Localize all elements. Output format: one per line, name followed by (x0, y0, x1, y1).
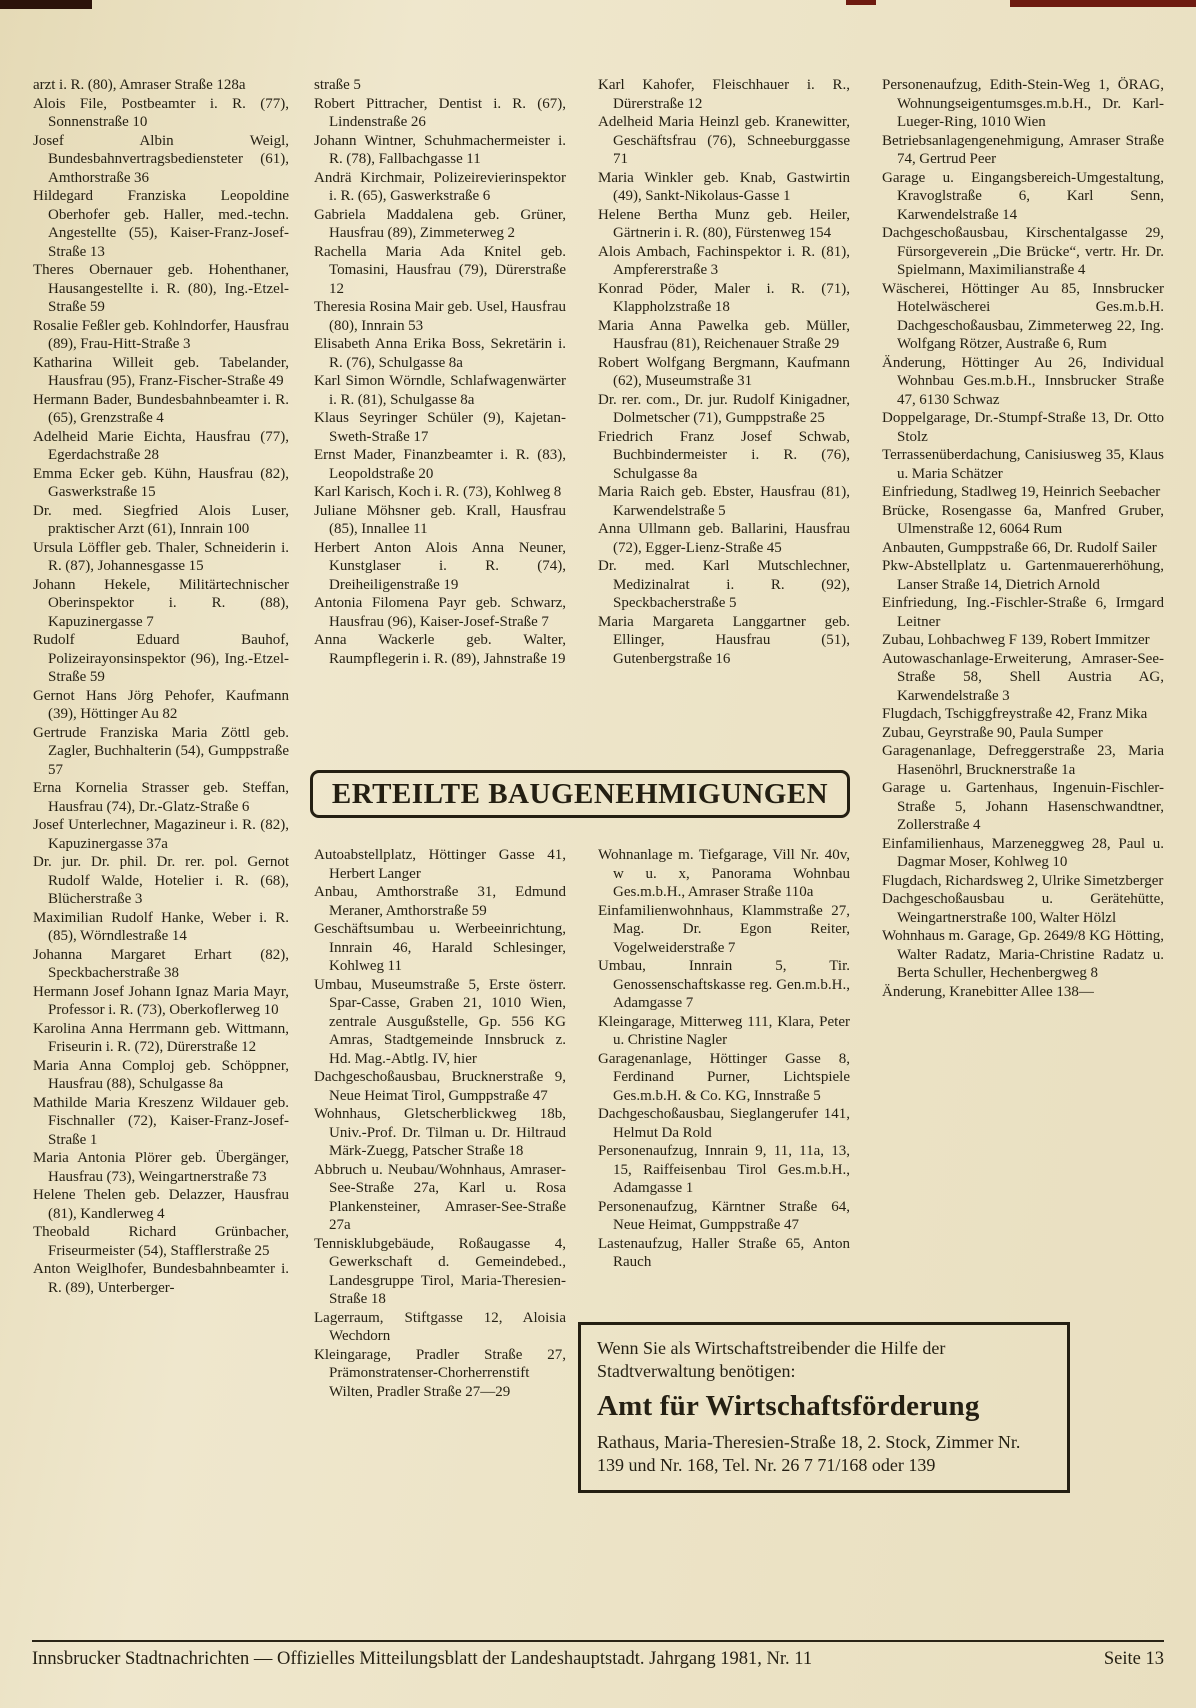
entry: Maria Raich geb. Ebster, Hausfrau (81), Karwendelstraße 5 (598, 484, 850, 519)
entry: Abbruch u. Neubau/Wohnhaus, Amraser-See-Straße 27a, Karl u. Rosa Plankensteiner, Amraser-See-Straße 27a (314, 1161, 566, 1233)
entry: Konrad Pöder, Maler i. R. (71), Klappholzstraße 18 (598, 280, 850, 315)
entry: Maria Margareta Langgartner geb. Ellinger, Hausfrau (51), Gutenbergstraße 16 (598, 613, 850, 667)
entry: Andrä Kirchmair, Polizeirevierinspektor i. R. (65), Gaswerkstraße 6 (314, 169, 566, 204)
entry: Doppelgarage, Dr.-Stumpf-Straße 13, Dr. Otto Stolz (882, 410, 1164, 445)
column-3-persons (598, 76, 850, 668)
entry: Adelheid Marie Eichta, Hausfrau (77), Egerdachstraße 28 (33, 428, 289, 463)
scan-artifact (846, 0, 876, 5)
entry: Dachgeschoßausbau, Kirschentalgasse 29, Fürsorgeverein „Die Brücke“, vertr. Hr. Dr. Spielmann, Maximilianstraße 4 (882, 225, 1164, 278)
entry: Einfamilienhaus, Marzeneggweg 28, Paul u. Dagmar Moser, Kohlweg 10 (882, 835, 1164, 870)
entry: Flugdach, Richardsweg 2, Ulrike Simetzberger (882, 872, 1164, 889)
entry: Theobald Richard Grünbacher, Friseurmeister (54), Stafflerstraße 25 (33, 1224, 289, 1259)
entry: Josef Albin Weigl, Bundesbahnvertragsbediensteter (61), Amthorstraße 36 (33, 132, 289, 186)
entry: Personenaufzug, Kärntner Straße 64, Neue Heimat, Gumppstraße 47 (598, 1198, 850, 1233)
entry: Klaus Seyringer Schüler (9), Kajetan-Sweth-Straße 17 (314, 410, 566, 445)
column-2-persons (314, 76, 566, 668)
entry: Umbau, Innrain 5, Tir. Genossenschaftskasse reg. Gen.m.b.H., Adamgasse 7 (598, 958, 850, 1011)
entry: Gabriela Maddalena geb. Grüner, Hausfrau (89), Zimmeterweg 2 (314, 206, 566, 241)
entry: Gertrude Franziska Maria Zöttl geb. Zagler, Buchhalterin (54), Gumppstraße 57 (33, 724, 289, 778)
permits-heading: ERTEILTE BAUGENEHMIGUNGEN (331, 777, 829, 810)
entry: Garage u. Gartenhaus, Ingenuin-Fischler-Straße 5, Johann Hasenschwandtner, Zollerstraße 4 (882, 780, 1164, 833)
entry: Dachgeschoßausbau, Brucknerstraße 9, Neue Heimat Tirol, Gumppstraße 47 (314, 1069, 566, 1104)
entry: Helene Thelen geb. Delazzer, Hausfrau (81), Kandlerweg 4 (33, 1187, 289, 1222)
column-2-permits (314, 846, 566, 1401)
entry: Dr. rer. com., Dr. jur. Rudolf Kinigadner, Dolmetscher (71), Gumppstraße 25 (598, 391, 850, 426)
entry: Personenaufzug, Innrain 9, 11, 11a, 13, 15, Raiffeisenbau Tirol Ges.m.b.H., Adamgasse 1 (598, 1143, 850, 1196)
entry: Geschäftsumbau u. Werbeeinrichtung, Innrain 46, Harald Schlesinger, Kohlweg 11 (314, 921, 566, 974)
entry: Maria Anna Comploj geb. Schöppner, Hausfrau (88), Schulgasse 8a (33, 1057, 289, 1092)
entry: Maria Antonia Plörer geb. Übergänger, Hausfrau (73), Weingartnerstraße 73 (33, 1150, 289, 1185)
entry: Friedrich Franz Josef Schwab, Buchbindermeister i. R. (76), Schulgasse 8a (598, 428, 850, 482)
column-1-persons (33, 76, 289, 1297)
footer-right: Seite 13 (1103, 1649, 1164, 1669)
entry: Autowaschanlage-Erweiterung, Amraser-See-Straße 58, Shell Austria AG, Karwendelstraße 3 (882, 650, 1164, 704)
entry: Autoabstellplatz, Höttinger Gasse 41, Herbert Langer (314, 847, 566, 882)
entry: Karolina Anna Herrmann geb. Wittmann, Friseurin i. R. (72), Dürerstraße 12 (33, 1020, 289, 1055)
entry: Lagerraum, Stiftgasse 12, Aloisia Wechdorn (314, 1309, 566, 1344)
entry: Flugdach, Tschiggfreystraße 42, Franz Mika (882, 706, 1148, 722)
entry: Einfriedung, Stadlweg 19, Heinrich Seebacher (882, 484, 1161, 500)
entry: Helene Bertha Munz geb. Heiler, Gärtnerin i. R. (80), Fürstenweg 154 (598, 206, 850, 241)
entry: Hildegard Franziska Leopoldine Oberhofer geb. Haller, med.-techn. Angestellte (55), Kaiser-Franz-Josef-Straße 13 (33, 188, 289, 260)
entry: Katharina Willeit geb. Tabelander, Hausfrau (95), Franz-Fischer-Straße 49 (33, 354, 289, 389)
entry: Anna Ullmann geb. Ballarini, Hausfrau (72), Egger-Lienz-Straße 45 (598, 521, 850, 556)
entry: Juliane Möhsner geb. Krall, Hausfrau (85), Innallee 11 (314, 502, 566, 537)
entry: Zubau, Geyrstraße 90, Paula Sumper (882, 724, 1103, 741)
notice-box (578, 1322, 1070, 1493)
entry: Robert Wolfgang Bergmann, Kaufmann (62), Museumstraße 31 (598, 354, 850, 389)
entry: arzt i. R. (80), Amraser Straße 128a (33, 77, 246, 93)
entry: Ernst Mader, Finanzbeamter i. R. (83), Leopoldstraße 20 (314, 447, 566, 482)
entry: Garage u. Eingangsbereich-Umgestaltung, Kravoglstraße 6, Karl Senn, Karwendelstraße 14 (882, 169, 1164, 223)
entry: Adelheid Maria Heinzl geb. Kranewitter, Geschäftsfrau (76), Schneeburggasse 71 (598, 114, 850, 167)
entry: Dr. med. Karl Mutschlechner, Medizinalrat i. R. (92), Speckbacherstraße 5 (598, 558, 850, 611)
entry: Karl Kahofer, Fleischhauer i. R., Dürerstraße 12 (598, 77, 850, 112)
entry: Johann Hekele, Militärtechnischer Oberinspektor i. R. (88), Kapuzinergasse 7 (33, 576, 289, 630)
entry: Anna Wackerle geb. Walter, Raumpflegerin i. R. (89), Jahnstraße 19 (314, 632, 566, 667)
entry: Personenaufzug, Edith-Stein-Weg 1, ÖRAG, Wohnungseigentumsges.m.b.H., Dr. Karl-Lueger-Ring, 1010 Wien (882, 77, 1164, 130)
notice-title: Amt für Wirtschaftsförderung (597, 1390, 980, 1422)
entry: Wäscherei, Höttinger Au 85, Innsbrucker Hotelwäscherei Ges.m.b.H. Dachgeschoßausbau, Zimmeterweg 22, Ing. Wolfgang Rötzer, Austraße 6, Rum (882, 280, 1164, 352)
entry: Anbauten, Gumppstraße 66, Dr. Rudolf Sailer (882, 539, 1157, 556)
entry: Rachella Maria Ada Knitel geb. Tomasini, Hausfrau (79), Dürerstraße 12 (314, 243, 566, 297)
entry: Mathilde Maria Kreszenz Wildauer geb. Fischnaller (72), Kaiser-Franz-Josef-Straße 1 (33, 1094, 289, 1148)
entry: Alois Ambach, Fachinspektor i. R. (81), Ampfererstraße 3 (598, 243, 850, 278)
entry: Dr. med. Siegfried Alois Luser, praktischer Arzt (61), Innrain 100 (33, 502, 289, 537)
entry: Erna Kornelia Strasser geb. Steffan, Hausfrau (74), Dr.-Glatz-Straße 6 (33, 780, 289, 815)
entry: Johann Wintner, Schuhmachermeister i. R. (78), Fallbachgasse 11 (314, 132, 566, 167)
entry: Maria Anna Pawelka geb. Müller, Hausfrau (81), Reichenauer Straße 29 (598, 317, 850, 352)
entry: Antonia Filomena Payr geb. Schwarz, Hausfrau (96), Kaiser-Josef-Straße 7 (314, 595, 566, 630)
entry: Wohnhaus, Gletscherblickweg 18b, Univ.-Prof. Dr. Tilman u. Dr. Hiltraud Märk-Zuegg, Patscher Straße 18 (314, 1106, 566, 1159)
entry: Terrassenüberdachung, Canisiusweg 35, Klaus u. Maria Schätzer (882, 447, 1164, 482)
entry: Zubau, Lohbachweg F 139, Robert Immitzer (882, 632, 1150, 648)
entry: Tennisklubgebäude, Roßaugasse 4, Gewerkschaft d. Gemeindebed., Landesgruppe Tirol, Maria-Theresien-Straße 18 (314, 1235, 566, 1307)
entry: straße 5 (314, 77, 361, 93)
entry: Dachgeschoßausbau, Sieglangerufer 141, Helmut Da Rold (598, 1106, 850, 1141)
entry: Johanna Margaret Erhart (82), Speckbacherstraße 38 (33, 946, 289, 981)
entry: Theres Obernauer geb. Hohenthaner, Hausangestellte i. R. (80), Ing.-Etzel-Straße 59 (33, 262, 289, 315)
entry: Kleingarage, Pradler Straße 27, Prämonstratenser-Chorherrenstift Wilten, Pradler Straße 27—29 (314, 1346, 566, 1400)
entry: Anton Weiglhofer, Bundesbahnbeamter i. R. (89), Unterberger- (33, 1261, 289, 1296)
entry: Theresia Rosina Mair geb. Usel, Hausfrau (80), Innrain 53 (314, 299, 566, 334)
entry: Hermann Bader, Bundesbahnbeamter i. R. (65), Grenzstraße 4 (33, 391, 289, 426)
scan-artifact (1010, 0, 1196, 7)
entry: Anbau, Amthorstraße 31, Edmund Meraner, Amthorstraße 59 (314, 884, 566, 919)
entry: Elisabeth Anna Erika Boss, Sekretärin i. R. (76), Schulgasse 8a (314, 336, 566, 371)
entry: Wohnhaus m. Garage, Gp. 2649/8 KG Hötting, Walter Radatz, Maria-Christine Radatz u. Berta Schuller, Hechenbergweg 8 (882, 928, 1164, 981)
entry: Karl Simon Wörndle, Schlafwagenwärter i. R. (81), Schulgasse 8a (314, 373, 566, 408)
entry: Dr. jur. Dr. phil. Dr. rer. pol. Gernot Rudolf Walde, Hotelier i. R. (68), Blücherstraße 3 (33, 854, 289, 907)
entry: Dachgeschoßausbau u. Gerätehütte, Weingartnerstraße 100, Walter Hölzl (882, 891, 1164, 926)
scan-artifact (0, 0, 92, 9)
entry: Wohnanlage m. Tiefgarage, Vill Nr. 40v, w u. x, Panorama Wohnbau Ges.m.b.H., Amraser Straße 110a (598, 847, 850, 900)
entry: Emma Ecker geb. Kühn, Hausfrau (82), Gaswerkstraße 15 (33, 465, 289, 500)
entry: Robert Pittracher, Dentist i. R. (67), Lindenstraße 26 (314, 95, 566, 130)
column-4-permits (882, 76, 1164, 1001)
page-footer (32, 1640, 1164, 1670)
entry: Alois File, Postbeamter i. R. (77), Sonnenstraße 10 (33, 95, 289, 130)
entry: Pkw-Abstellplatz u. Gartenmauererhöhung, Lanser Straße 14, Dietrich Arnold (882, 558, 1164, 593)
entry: Rudolf Eduard Bauhof, Polizeirayonsinspektor (96), Ing.-Etzel-Straße 59 (33, 632, 289, 685)
entry: Garagenanlage, Defreggerstraße 23, Maria Hasenöhrl, Brucknerstraße 1a (882, 743, 1164, 778)
entry: Brücke, Rosengasse 6a, Manfred Gruber, Ulmenstraße 12, 6064 Rum (882, 502, 1164, 537)
entry: Änderung, Kranebitter Allee 138— (882, 983, 1094, 1000)
entry: Karl Karisch, Koch i. R. (73), Kohlweg 8 (314, 484, 562, 500)
entry: Garagenanlage, Höttinger Gasse 8, Ferdinand Purner, Lichtspiele Ges.m.b.H. & Co. KG, Innstraße 5 (598, 1050, 850, 1104)
entry: Herbert Anton Alois Anna Neuner, Kunstglaser i. R. (74), Dreiheiligenstraße 19 (314, 539, 566, 593)
entry: Kleingarage, Mitterweg 111, Klara, Peter u. Christine Nagler (598, 1013, 850, 1048)
entry: Maximilian Rudolf Hanke, Weber i. R. (85), Wörndlestraße 14 (33, 909, 289, 944)
entry: Rosalie Feßler geb. Kohlndorfer, Hausfrau (89), Frau-Hitt-Straße 3 (33, 317, 289, 352)
entry: Lastenaufzug, Haller Straße 65, Anton Rauch (598, 1235, 850, 1270)
entry: Umbau, Museumstraße 5, Erste österr. Spar-Casse, Graben 21, 1010 Wien, zentrale Ausgußstelle, Gp. 556 KG Amras, Stadtgemeinde Innsbruck z. Hd. Mag.-Abtlg. IV, hier (314, 976, 566, 1067)
permits-heading-box (310, 770, 850, 818)
entry: Hermann Josef Johann Ignaz Maria Mayr, Professor i. R. (73), Oberkoflerweg 10 (33, 983, 289, 1018)
notice-details: Rathaus, Maria-Theresien-Straße 18, 2. Stock, Zimmer Nr. 139 und Nr. 168, Tel. Nr. 26 7 71/168 oder 139 (597, 1432, 1021, 1475)
entry: Josef Unterlechner, Magazineur i. R. (82), Kapuzinergasse 37a (33, 817, 289, 852)
entry: Einfamilienwohnhaus, Klammstraße 27, Mag. Dr. Egon Reiter, Vogelweiderstraße 7 (598, 902, 850, 956)
column-3-permits (598, 846, 850, 1272)
footer-left: Innsbrucker Stadtnachrichten — Offizielles Mitteilungsblatt der Landeshauptstadt. Jahrgang 1981, Nr. 11 (32, 1649, 813, 1669)
entry: Betriebsanlagengenehmigung, Amraser Straße 74, Gertrud Peer (882, 132, 1164, 167)
entry: Einfriedung, Ing.-Fischler-Straße 6, Irmgard Leitner (882, 595, 1164, 630)
entry: Gernot Hans Jörg Pehofer, Kaufmann (39), Höttinger Au 82 (33, 687, 289, 722)
entry: Ursula Löffler geb. Thaler, Schneiderin i. R. (87), Johannesgasse 15 (33, 539, 289, 574)
entry: Änderung, Höttinger Au 26, Individual Wohnbau Ges.m.b.H., Innsbrucker Straße 47, 6130 Schwaz (882, 354, 1164, 408)
notice-intro: Wenn Sie als Wirtschaftstreibender die Hilfe der Stadtverwaltung benötigen: (597, 1338, 946, 1381)
entry: Maria Winkler geb. Knab, Gastwirtin (49), Sankt-Nikolaus-Gasse 1 (598, 169, 850, 204)
